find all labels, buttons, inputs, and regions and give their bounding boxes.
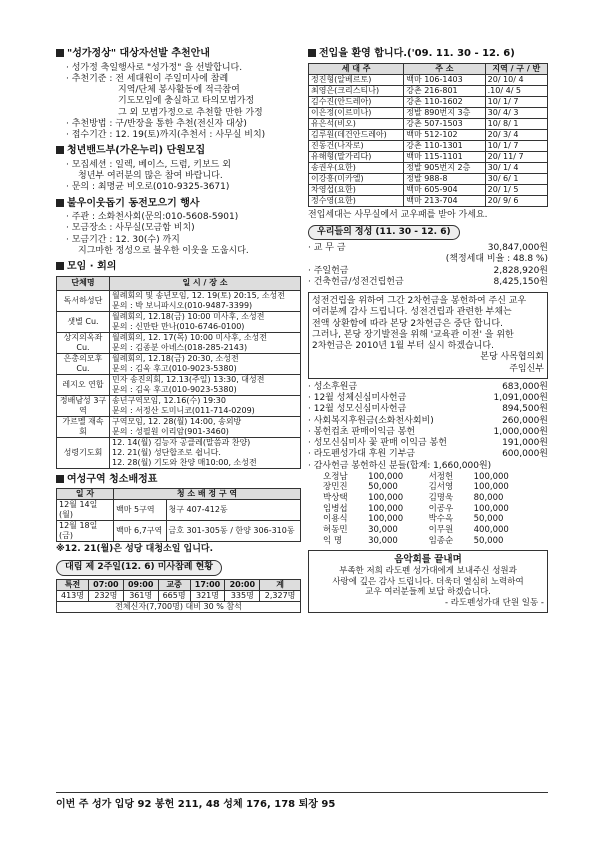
section-title-seonggajeong: "성가정상" 대상자선발 추천안내 bbox=[56, 48, 301, 61]
table-row: 임병섭 100,000 이공우 100,000 bbox=[323, 503, 509, 514]
text-line: · 접수기간 : 12. 19(토)까지(추천서 : 사무실 비치) bbox=[66, 130, 266, 140]
table-cell: 413명 bbox=[57, 590, 89, 601]
offering-row: (책정세대 비율 : 48.8 %) bbox=[445, 254, 548, 265]
meeting-info: 월례회의, 12.18(금) 10:00 미사후, 소성전 문의 : 신만탄 만나(010-6746-0100) bbox=[110, 311, 301, 332]
table-cell: 12월 14일(월) bbox=[57, 500, 114, 521]
meeting-info: 송년구역모임, 12.16(수) 19:30 문의 : 서정산 도미니코(011-714-0209) bbox=[110, 395, 301, 416]
cleaning-note: ※12. 21(월)은 성당 대청소일 입니다. bbox=[56, 544, 214, 554]
table-row: 이강흥(미카엘) 정발 988-8 30/ 6/ 1 bbox=[309, 173, 548, 184]
table-header: 지역 / 구 / 반 bbox=[485, 63, 547, 74]
table-row: 유은석(비오) 강촌 507-1503 10/ 8/ 1 bbox=[309, 118, 548, 129]
group-name: 은총의모후 Cu. bbox=[57, 353, 110, 374]
text-line: 청년부 여러분의 많은 참여 바랍니다. bbox=[78, 171, 223, 181]
table-cell: 361명 bbox=[123, 590, 158, 601]
text-line: · 주관 : 소화천사회(문의:010-5608-5901) bbox=[66, 212, 239, 222]
notice-box: 성전건립을 위하여 그간 2차헌금을 봉헌하여 주신 교우 여러분께 감사 드립니다. 성전건립과 관련한 부채는 전액 상환함에 따라 본당 2차헌금은 중단 합니다. 그러나, 본당 장기발전을 위해 '교육관 이전' 을 위한 2차헌금은 2010년 1월 부터 실시 하겠습니다. 본당 사목협의회 주임신부 bbox=[308, 292, 548, 379]
square-bullet-icon bbox=[308, 49, 316, 57]
table-row: 장민진 50,000 김서영 100,000 bbox=[323, 482, 509, 493]
meeting-info: 12. 14(월) 김능자 공클레(말씀과 찬양) 12. 21(월) 성단합조로 쉽니다. 12. 28(월) 기도와 찬양 매10:00, 소성전 bbox=[110, 437, 301, 468]
concert-title: 음악회를 끝내며 bbox=[394, 554, 462, 566]
table-row: 오정남 100,000 서정헌 100,000 bbox=[323, 471, 509, 482]
table-row: 정수영(요한) 백마 213-704 20/ 9/ 6 bbox=[309, 195, 548, 206]
donations-list bbox=[308, 382, 548, 472]
table-row: 최영은(크리스티나) 강촌 216-801 .10/ 4/ 5 bbox=[309, 85, 548, 96]
donation-row: · 라도펜성가대 후원 기부금 600,000원 bbox=[308, 449, 548, 460]
text-line: · 성가정 축일행사로 "성가정" 을 선발합니다. bbox=[66, 62, 243, 73]
table-cell: 665명 bbox=[158, 590, 190, 601]
square-bullet-icon bbox=[56, 262, 64, 270]
table-row: 진동건(나자로) 강촌 110-1301 10/ 1/ 7 bbox=[309, 140, 548, 151]
meeting-info: 월례회의, 12.18(금) 20:30, 소성전 문의 : 김욱 후고(010-9023-5380) bbox=[110, 353, 301, 374]
group-name: 상지의옥좌 Cu. bbox=[57, 332, 110, 353]
group-name: 가르멜 재속회 bbox=[57, 416, 110, 437]
donation-row: · 사회복지후원금(소화천사회비) 260,000원 bbox=[308, 415, 548, 426]
table-row: 차영섭(요한) 백마 605-904 20/ 1/ 5 bbox=[309, 184, 548, 195]
table-row: 송권우(요한) 정발 905번지 2층 30/ 1/ 4 bbox=[309, 162, 548, 173]
table-row: 김수진(안드레아) 강촌 110-1602 10/ 1/ 7 bbox=[309, 96, 548, 107]
left-column bbox=[56, 46, 301, 613]
attendance-table bbox=[56, 579, 301, 613]
concert-sign: - 라도펜성가대 단원 일동 - bbox=[444, 597, 544, 608]
table-header: 17:00 bbox=[190, 579, 225, 590]
attendance-summary: 전체신자(7,700명) 대비 30 % 참석 bbox=[57, 601, 301, 612]
attendance-title-wrap bbox=[56, 560, 301, 575]
table-header: 계 bbox=[260, 579, 301, 590]
offering-row: · 교 무 금 30,847,000원 bbox=[308, 243, 548, 253]
table-row: 박상택 100,000 김명욱 80,000 bbox=[323, 493, 504, 503]
square-bullet-icon bbox=[56, 146, 64, 154]
attendance-title: 대림 제 2주일(12. 6) 미사참례 현황 bbox=[56, 560, 222, 575]
text-line: · 모집세션 : 일렉, 베이스, 드럼, 키보드 외 bbox=[66, 159, 231, 170]
square-bullet-icon bbox=[56, 475, 64, 483]
offering-row: · 건축헌금/성전건립헌금 8,425,150원 bbox=[308, 276, 548, 287]
newcomers-table bbox=[308, 63, 548, 207]
table-header: 단체명 bbox=[57, 276, 110, 290]
table-row: 익 명 30,000 임종순 50,000 bbox=[323, 535, 504, 546]
section-title-meetings: 모임 · 회의 bbox=[56, 261, 301, 274]
meeting-info: 민자 송진의회, 12.13(주일) 13:30, 대성전 문의 : 김욱 후고(010-9023-5380) bbox=[110, 374, 301, 395]
notice-sign: 본당 사목협의회 bbox=[480, 352, 544, 363]
donation-row: · 감사헌금 봉헌하신 분들(합계: 1,660,000원) bbox=[308, 460, 492, 471]
notice-sign: 주임신부 bbox=[509, 363, 544, 374]
square-bullet-icon bbox=[56, 199, 64, 207]
donors-table bbox=[320, 472, 531, 546]
table-header: 07:00 bbox=[88, 579, 123, 590]
group-name: 독서하성단 bbox=[57, 290, 110, 311]
text-line: 지역/단체 봉사활동에 적극참여 bbox=[118, 85, 240, 95]
square-bullet-icon bbox=[56, 49, 64, 57]
table-header: 세 대 주 bbox=[309, 63, 404, 74]
group-name: 정배남성 3구역 bbox=[57, 395, 110, 416]
section-title-cleaning: 여성구역 청소배정표 bbox=[56, 474, 301, 487]
text-line: · 문의 : 최명균 비오로(010-9325-3671) bbox=[66, 182, 230, 193]
cleaning-table bbox=[56, 488, 301, 542]
offering-row: · 주일헌금 2,828,920원 bbox=[308, 265, 548, 276]
table-row: 허동민 30,000 이무원 400,000 bbox=[323, 524, 509, 535]
offering-title: 우리들의 정성 (11. 30 - 12. 6) bbox=[308, 225, 460, 240]
table-header: 청 소 배 정 구 역 bbox=[114, 489, 301, 500]
offering-title-wrap bbox=[308, 225, 548, 240]
text-line: · 추천방법 : 구/반장을 통한 추천(전신자 대상) bbox=[66, 118, 247, 129]
section-title-coins: 불우이웃돕기 동전모으기 행사 bbox=[56, 198, 301, 211]
donation-row: · 성소후원금 683,000원 bbox=[308, 381, 548, 392]
meeting-info: 월례회의, 12. 17(목) 10:00 미사후, 소성전 문의 : 김종분 아녜스(018-285-2143) bbox=[110, 332, 301, 353]
text-line: 그 외 모범가정으로 추천할 만한 가정 bbox=[118, 107, 263, 118]
table-cell: 335명 bbox=[225, 590, 260, 601]
table-header: 일 자 bbox=[57, 489, 114, 500]
table-header: 주 소 bbox=[404, 63, 485, 74]
text-line: · 모금기간 : 12. 30(수) 까지 bbox=[66, 234, 180, 245]
text-line: · 모금장소 : 사무실(모금함 비치) bbox=[66, 223, 195, 234]
table-row: 정진형(알베르토) 백마 106-1403 20/ 10/ 4 bbox=[309, 74, 548, 85]
table-row: 이용식 100,000 박수옥 50,000 bbox=[323, 514, 504, 525]
table-row: 이은정(이르미나) 정발 890번지 3층 30/ 4/ 3 bbox=[309, 107, 548, 118]
group-name: 성령기도회 bbox=[57, 437, 110, 468]
table-cell: 금호 301-305동 / 한양 306-310동 bbox=[166, 521, 301, 542]
table-header: 특전 bbox=[57, 579, 89, 590]
table-cell: 청구 407-412동 bbox=[166, 500, 301, 521]
meeting-info: 월례회의 및 송년모임, 12. 19(토) 20:15, 소성전 문의 : 박 보니파시오(010-9487-3399) bbox=[110, 290, 301, 311]
group-name: 레지오 연합 bbox=[57, 374, 110, 395]
meeting-info: 구역모임, 12. 28(월) 14:00, 송외방 문의 : 성필원 이리암(901-3460) bbox=[110, 416, 301, 437]
donation-row: · 봉헌컵초 판매이익금 봉헌 1,000,000원 bbox=[308, 426, 548, 437]
group-name: 샛별 Cu. bbox=[57, 311, 110, 332]
text-line: · 추천기준 : 전 세대원이 주일미사에 참례 bbox=[66, 73, 229, 84]
table-cell: 232명 bbox=[88, 590, 123, 601]
table-cell: 12월 18일(금) bbox=[57, 521, 114, 542]
donation-row: · 12월 성모신심미사헌금 894,500원 bbox=[308, 404, 548, 415]
text-line: 기도모임에 충실하고 타의모범가정 bbox=[118, 96, 255, 107]
right-column bbox=[308, 46, 548, 613]
table-cell: 백마 6,7구역 bbox=[114, 521, 167, 542]
donation-row: · 12월 성체신심미사헌금 1,091,000원 bbox=[308, 393, 548, 403]
table-cell: 321명 bbox=[190, 590, 225, 601]
concert-box: 음악회를 끝내며 부족한 저희 라도펜 성가대에게 보내주신 성원과 사랑에 깊은 감사 드립니다. 더욱더 열심히 노력하여 교우 여러분들께 보답 하겠습니다. - 라도펜성가대 단원 일동 - bbox=[308, 550, 548, 612]
table-row: 김루원(데건안드레아) 백마 512-102 20/ 3/ 4 bbox=[309, 129, 548, 140]
section-title-welcome: 전입을 환영 합니다.('09. 11. 30 - 12. 6) bbox=[308, 48, 548, 61]
table-header: 교중 bbox=[158, 579, 190, 590]
section-title-band: 청년밴드부(가온누리) 단원모집 bbox=[56, 145, 301, 158]
meetings-table bbox=[56, 276, 301, 469]
text-line: 지그마한 정성으로 불우한 이웃을 도웁시다. bbox=[78, 245, 249, 256]
newcomers-note: 전입세대는 사무실에서 교우패를 받아 가세요. bbox=[308, 209, 488, 220]
table-cell: 2,327명 bbox=[260, 590, 301, 601]
table-header: 20:00 bbox=[225, 579, 260, 590]
donation-row: · 성모신심미사 꽃 판매 이익금 봉헌 191,000원 bbox=[308, 438, 548, 448]
table-cell: 백마 5구역 bbox=[114, 500, 167, 521]
hymn-footer: 이번 주 성가 입당 92 봉헌 211, 48 성체 176, 178 퇴장 95 bbox=[56, 792, 548, 812]
table-header: 일 시 / 장 소 bbox=[110, 276, 301, 290]
table-row: 유해형(말가리다) 백마 115-1101 20/ 11/ 7 bbox=[309, 151, 548, 162]
table-header: 09:00 bbox=[123, 579, 158, 590]
